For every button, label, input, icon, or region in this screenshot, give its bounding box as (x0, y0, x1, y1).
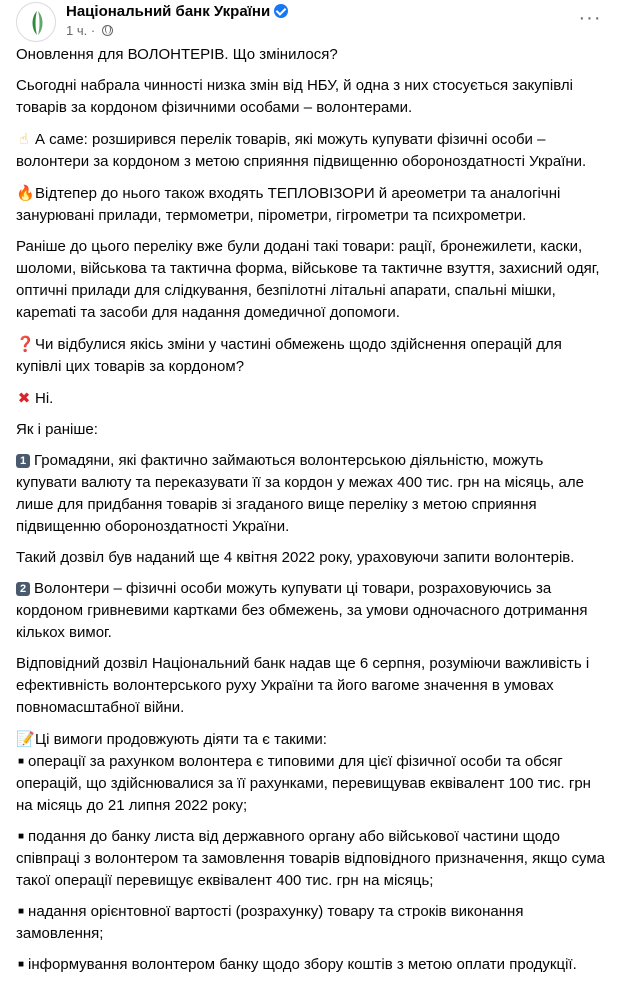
globe-icon (102, 25, 113, 36)
post-paragraph: Як і раніше: (16, 421, 98, 438)
post-paragraph (16, 333, 606, 378)
verified-badge-icon (274, 4, 288, 18)
bullet-icon: ■ (18, 959, 25, 970)
post-meta (66, 23, 113, 38)
paragraph-text: Волонтери – фізичні особи можуть купувати ці товари, розраховуючись за кордоном гривневими картками без обмежень, за умови одночасного дотримання кількох вимог. (16, 580, 588, 641)
post-paragraph: Сьогодні набрала чинності низка змін від НБУ, й одна з них стосується закупівлі товарів за кордоном фізичними особами – волонтерами. (16, 77, 573, 116)
paragraph-text: А саме: розширився перелік товарів, які можуть купувати фізичні особи – волонтери за кордоном з метою сприяння підвищенню обороноздатності України. (16, 131, 587, 170)
list-item-text: подання до банку листа від державного органу або військової частини щодо співпраці з волонтером та замовлення товарів відповідного призначення, якщо сума такої операції перевищує еквівалент 400 тис. грн на місяць; (16, 828, 605, 889)
post-paragraph: Оновлення для ВОЛОНТЕРІВ. Що змінилося? (16, 46, 338, 63)
list-item (16, 901, 606, 945)
post-paragraph (16, 728, 606, 751)
bullet-icon: ■ (18, 756, 25, 767)
list-item (16, 826, 606, 892)
post-body (16, 44, 606, 985)
page-name-link[interactable] (66, 3, 288, 20)
fire-icon: 🔥 (16, 184, 35, 202)
keycap-two-icon: 2 (16, 582, 30, 596)
keycap-one-icon: 1 (16, 454, 30, 468)
bullet-icon: ■ (18, 906, 25, 917)
cross-mark-icon: ✖ (17, 389, 31, 407)
pointing-hand-icon: ☝ (19, 130, 29, 148)
bullet-icon: ■ (18, 831, 25, 842)
list-item (16, 954, 606, 976)
post-paragraph (16, 182, 606, 227)
paragraph-text: Ні. (35, 390, 54, 407)
post-paragraph (16, 128, 606, 173)
post-header (16, 0, 606, 44)
more-icon: ··· (578, 7, 602, 29)
question-mark-icon: ❓ (16, 335, 35, 353)
post-paragraph (16, 450, 606, 538)
list-item (16, 751, 606, 817)
nbu-logo-icon[interactable] (16, 2, 56, 42)
page-name[interactable]: Національний банк України (66, 3, 271, 20)
post-time[interactable]: 1 ч. (66, 23, 88, 38)
post-paragraph: Раніше до цього переліку вже були додані такі товари: рації, бронежилети, каски, шоломи, військова та тактична форма, військове та тактичне взуття, захисний одяг, оптичні прилади для слідкування, безпілотні літальні апарати, спальні мішки, карemati та засоби для надання домедичної допомоги. (16, 238, 600, 321)
meta-separator: · (90, 23, 96, 38)
memo-icon: 📝 (16, 730, 35, 748)
post-paragraph (16, 387, 606, 410)
post-paragraph (16, 578, 606, 644)
paragraph-text: Відтепер до нього також входять ТЕПЛОВІЗОРИ й ареометри та аналогічні занурювані прилади, термометри, пірометри, гігрометри та психрометри. (16, 185, 561, 224)
paragraph-text: Чи відбулися якісь зміни у частині обмежень щодо здійснення операцій для купівлі цих товарів за кордоном? (16, 336, 562, 375)
paragraph-text: Громадяни, які фактично займаються волонтерською діяльністю, можуть купувати валюту та переказувати її за кордон у межах 400 тис. грн на місяць, але лише для придбання товарів зі згаданого вище переліку з метою сприяння підвищенню обороноздатності України. (16, 452, 584, 535)
list-item-text: операції за рахунком волонтера є типовими для цієї фізичної особи та обсяг операцій, що здійснювалися за її рахунками, перевищував еквівалент 100 тис. грн на місяць до 21 липня 2022 року; (16, 753, 591, 814)
more-options-button[interactable] (574, 8, 606, 36)
paragraph-text: Ці вимоги продовжують діяти та є такими: (35, 731, 327, 748)
post-paragraph: Такий дозвіл був наданий ще 4 квітня 2022 року, ураховуючи запити волонтерів. (16, 549, 575, 566)
list-item-text: інформування волонтером банку щодо збору коштів з метою оплати продукції. (28, 956, 577, 973)
post-paragraph: Відповідний дозвіл Національний банк надав ще 6 серпня, розуміючи важливість і ефективність волонтерського руху України та його вагоме значення в умовах повномасштабної війни. (16, 655, 590, 716)
list-item-text: надання орієнтовної вартості (розрахунку) товару та строків виконання замовлення; (16, 903, 524, 942)
